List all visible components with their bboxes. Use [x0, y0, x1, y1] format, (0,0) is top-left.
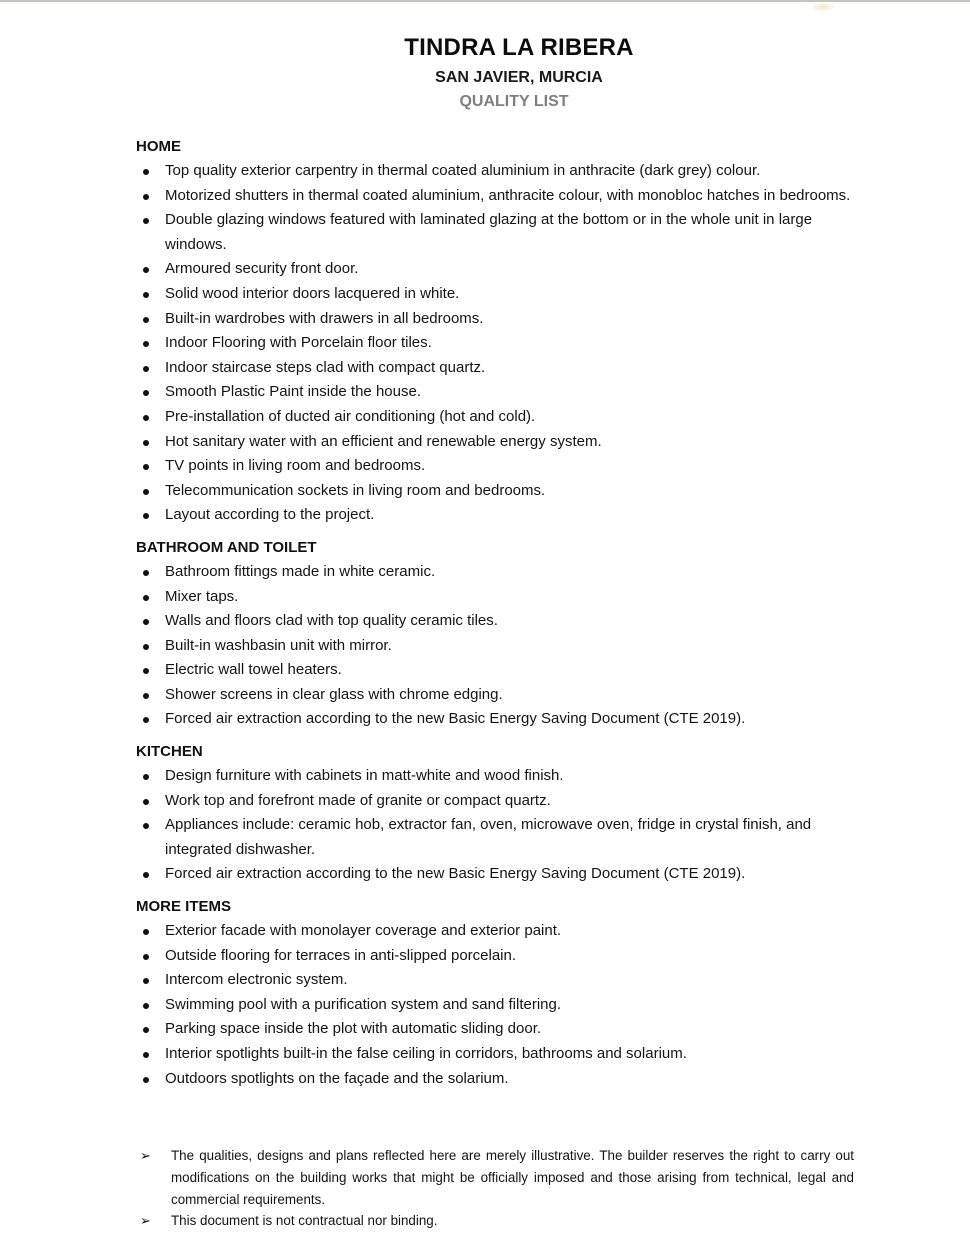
- bullet-icon: [143, 292, 149, 298]
- list-item: Outside flooring for terraces in anti-slipped porcelain.: [136, 944, 856, 969]
- arrow-bullet-icon: ➢: [140, 1148, 151, 1163]
- item-list: [136, 560, 856, 732]
- bullet-icon: [143, 1003, 149, 1009]
- list-item: Swimming pool with a purification system and sand filtering.: [136, 993, 856, 1018]
- bullet-icon: [143, 644, 149, 650]
- bullet-icon: [143, 341, 149, 347]
- section-title: KITCHEN: [136, 743, 203, 761]
- list-item: Smooth Plastic Paint inside the house.: [136, 380, 856, 405]
- bullet-icon: [143, 954, 149, 960]
- list-item: Pre-installation of ducted air conditioning (hot and cold).: [136, 405, 856, 430]
- list-item: Layout according to the project.: [136, 503, 856, 528]
- list-item: Armoured security front door.: [136, 257, 856, 282]
- bullet-icon: [143, 668, 149, 674]
- bullet-icon: [143, 218, 149, 224]
- list-item: Built-in wardrobes with drawers in all bedrooms.: [136, 307, 856, 332]
- bullet-icon: [143, 317, 149, 323]
- bullet-icon: [143, 799, 149, 805]
- scan-artifact: [812, 3, 834, 11]
- list-item: TV points in living room and bedrooms.: [136, 454, 856, 479]
- item-list: [136, 764, 856, 887]
- list-item: Indoor Flooring with Porcelain floor tiles.: [136, 331, 856, 356]
- item-list: [136, 159, 856, 528]
- list-item: Forced air extraction according to the new Basic Energy Saving Document (CTE 2019).: [136, 707, 856, 732]
- bullet-icon: [143, 440, 149, 446]
- bullet-icon: [143, 194, 149, 200]
- list-item: Telecommunication sockets in living room and bedrooms.: [136, 479, 856, 504]
- list-item: Walls and floors clad with top quality ceramic tiles.: [136, 609, 856, 634]
- list-item: Shower screens in clear glass with chrome edging.: [136, 683, 856, 708]
- bullet-icon: [143, 366, 149, 372]
- list-item: Intercom electronic system.: [136, 968, 856, 993]
- list-item: Forced air extraction according to the new Basic Energy Saving Document (CTE 2019).: [136, 862, 856, 887]
- arrow-bullet-icon: ➢: [140, 1213, 151, 1229]
- section-home: [136, 137, 856, 528]
- bullet-icon: [143, 1077, 149, 1083]
- list-item: Indoor staircase steps clad with compact quartz.: [136, 356, 856, 381]
- bullet-icon: [143, 570, 149, 576]
- note-text: The qualities, designs and plans reflected here are merely illustrative. The builder reserves the right to carry out modifications on the building works that might be officially imposed and those arising from technical, legal and commercial requirements.: [171, 1148, 854, 1207]
- disclaimer-note: [140, 1210, 854, 1232]
- bullet-icon: [143, 464, 149, 470]
- top-border-rule: [0, 0, 970, 2]
- bullet-icon: [143, 1027, 149, 1033]
- list-item: Interior spotlights built-in the false ceiling in corridors, bathrooms and solarium.: [136, 1042, 856, 1067]
- bullet-icon: [143, 872, 149, 878]
- quality-list-body: [136, 137, 856, 1091]
- bullet-icon: [143, 169, 149, 175]
- bullet-icon: [143, 717, 149, 723]
- list-item: Work top and forefront made of granite or compact quartz.: [136, 789, 856, 814]
- project-title: TINDRA LA RIBERA: [404, 34, 634, 61]
- list-item: Motorized shutters in thermal coated aluminium, anthracite colour, with monobloc hatches in bedrooms.: [136, 184, 856, 209]
- bullet-icon: [143, 823, 149, 829]
- section-bathroom-and-toilet: [136, 538, 856, 732]
- item-list: [136, 919, 856, 1091]
- list-item: Electric wall towel heaters.: [136, 658, 856, 683]
- section-more-items: [136, 897, 856, 1091]
- bullet-icon: [143, 595, 149, 601]
- bullet-icon: [143, 267, 149, 273]
- bullet-icon: [143, 619, 149, 625]
- bullet-icon: [143, 513, 149, 519]
- bullet-icon: [143, 1052, 149, 1058]
- bullet-icon: [143, 929, 149, 935]
- bullet-icon: [143, 774, 149, 780]
- bullet-icon: [143, 390, 149, 396]
- bullet-icon: [143, 693, 149, 699]
- section-title: MORE ITEMS: [136, 898, 232, 916]
- list-item: Exterior facade with monolayer coverage and exterior paint.: [136, 919, 856, 944]
- disclaimer-notes: [140, 1145, 854, 1232]
- bullet-icon: [143, 978, 149, 984]
- list-item: Built-in washbasin unit with mirror.: [136, 634, 856, 659]
- list-item: Double glazing windows featured with laminated glazing at the bottom or in the whole unit in large windows.: [136, 208, 856, 257]
- section-kitchen: [136, 742, 856, 887]
- bullet-icon: [143, 489, 149, 495]
- bullet-icon: [143, 415, 149, 421]
- section-title: BATHROOM AND TOILET: [136, 538, 317, 556]
- note-text: This document is not contractual nor binding.: [171, 1213, 438, 1229]
- section-title: HOME: [136, 138, 181, 155]
- list-item: Mixer taps.: [136, 585, 856, 610]
- list-item: Hot sanitary water with an efficient and renewable energy system.: [136, 430, 856, 455]
- list-item: Appliances include: ceramic hob, extractor fan, oven, microwave oven, fridge in crystal finish, and integrated dishwasher.: [136, 813, 856, 862]
- document-type: QUALITY LIST: [459, 93, 569, 110]
- project-location: SAN JAVIER, MURCIA: [435, 69, 603, 86]
- list-item: Design furniture with cabinets in matt-white and wood finish.: [136, 764, 856, 789]
- list-item: Bathroom fittings made in white ceramic.: [136, 560, 856, 585]
- disclaimer-note: [140, 1145, 854, 1210]
- list-item: Top quality exterior carpentry in thermal coated aluminium in anthracite (dark grey) colour.: [136, 159, 856, 184]
- list-item: Solid wood interior doors lacquered in white.: [136, 282, 856, 307]
- list-item: Parking space inside the plot with automatic sliding door.: [136, 1017, 856, 1042]
- list-item: Outdoors spotlights on the façade and the solarium.: [136, 1067, 856, 1092]
